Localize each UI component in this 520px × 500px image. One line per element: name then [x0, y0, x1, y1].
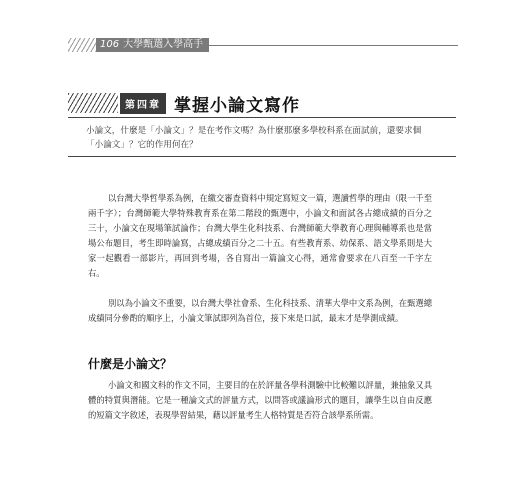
- chapter-intro: 小論文，什麼是「小論文」？是在考作文嗎？為什麼那麼多學校科系在面試前，還要求個「小論文」？它的作用何在？: [86, 126, 422, 150]
- book-title: 大學甄選入學高手: [123, 39, 204, 50]
- chapter-divider: [68, 117, 456, 118]
- running-header: [68, 38, 458, 52]
- page-number: 106: [100, 39, 120, 50]
- intro-divider: [68, 156, 456, 157]
- chapter-label: 第四章: [120, 93, 166, 114]
- chapter-title: 掌握小論文寫作: [174, 95, 300, 116]
- header-label: [96, 38, 209, 52]
- chapter-hatch-decoration: [68, 93, 118, 113]
- header-hatch-decoration: [68, 38, 96, 52]
- chapter-heading: [68, 92, 456, 114]
- body-paragraph: 別以為小論文不重要，以台灣大學社會系、生化科技系、清華大學中文系為例，在甄選總成績同分參酌的順序上，小論文筆試即列為首位，接下來是口試，最末才是學測成績。: [88, 298, 432, 323]
- section-paragraph: 小論文和國文科的作文不同，主要目的在於評量各學科測驗中比較難以評量，兼抽象又具體的特質與潛能。它是一種論文式的評量方式，以問答或議論形式的題目，讓學生以自由反應的短篇文字敘述，表現學習結果，藉以評量考生人格特質是否符合該學系所需。: [88, 380, 432, 420]
- body-paragraph: 以台灣大學哲學系為例，在繳交審查資料中規定寫短文一篇，選讀哲學的理由（限一千至兩千字）；台灣師範大學特殊教育系在第二階段的甄選中，小論文和面試各占總成績的百分之三十，小論文在現場筆試論作；台灣大學生化科技系、台灣師範大學教育心理與輔導系也是當場公布題目，考生即時論寫，占總成績百分之二十五。有些教育系、幼保系、語文學系則是大家一起觀看一部影片，再回到考場，各自寫出一篇論文心得，通常會要求在八百至一千字左右。: [88, 193, 432, 278]
- section-heading: 什麼是小論文？: [88, 357, 173, 371]
- header-rule: [209, 45, 458, 46]
